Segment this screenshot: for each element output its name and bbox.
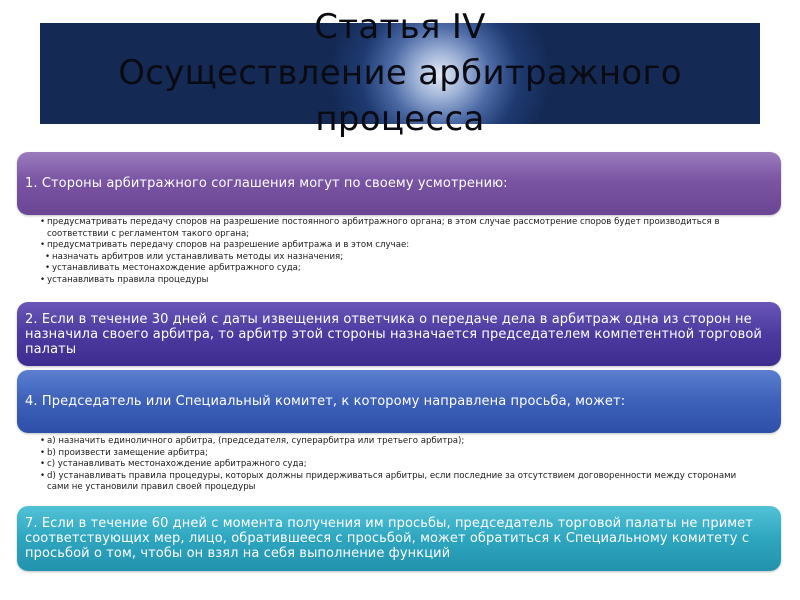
title-line-2: Осуществление арбитражного bbox=[118, 53, 682, 93]
point-4-options-list bbox=[40, 436, 760, 494]
article-point-4-text: 4. Председатель или Специальный комитет, к которому направлена просьба, может: bbox=[25, 394, 626, 409]
list-item: • устанавливать правила процедуры bbox=[40, 275, 760, 287]
title-line-1: Статья IV bbox=[314, 7, 486, 47]
article-point-2-text: 2. Если в течение 30 дней с даты извещения ответчика о передаче дела в арбитраж одна из сторон не назначила своего арбитра, то арбитр этой стороны назначается председателем компетентной торговой палаты bbox=[25, 311, 762, 357]
title-line-3: процесса bbox=[315, 99, 485, 139]
slide-title bbox=[40, 4, 760, 142]
article-point-4 bbox=[17, 370, 781, 433]
list-item: • d) устанавливать правила процедуры, которых должны придерживаться арбитры, если последние за отсутствием договоренности между сторонами сами не установили правил своей процедуры bbox=[40, 471, 760, 494]
article-point-1 bbox=[17, 152, 781, 215]
article-point-1-text: 1. Стороны арбитражного соглашения могут по своему усмотрению: bbox=[25, 176, 508, 191]
list-item: • устанавливать местонахождение арбитражного суда; bbox=[40, 263, 760, 275]
article-point-7-text: 7. Если в течение 60 дней с момента получения им просьбы, председатель торговой палаты не примет соответствующих мер, лицо, обратившееся с просьбой, может обратиться к Специальному комитету с просьбой о том, чтобы он взял на себя выполнение функций bbox=[25, 516, 753, 561]
list-item: • предусматривать передачу споров на разрешение арбитража и в этом случае: bbox=[40, 240, 760, 252]
list-item: • назначать арбитров или устанавливать методы их назначения; bbox=[40, 252, 760, 264]
list-item: • b) произвести замещение арбитра; bbox=[40, 448, 760, 460]
article-point-2 bbox=[17, 302, 781, 366]
point-1-options-list bbox=[40, 217, 760, 286]
article-point-7 bbox=[17, 506, 781, 571]
list-item: • a) назначить единоличного арбитра, (председателя, суперарбитра или третьего арбитра); bbox=[40, 436, 760, 448]
list-item: • c) устанавливать местонахождение арбитражного суда; bbox=[40, 459, 760, 471]
list-item: • предусматривать передачу споров на разрешение постоянного арбитражного органа; в этом случае рассмотрение споров будет производиться в соответствии с регламентом такого органа; bbox=[40, 217, 760, 240]
